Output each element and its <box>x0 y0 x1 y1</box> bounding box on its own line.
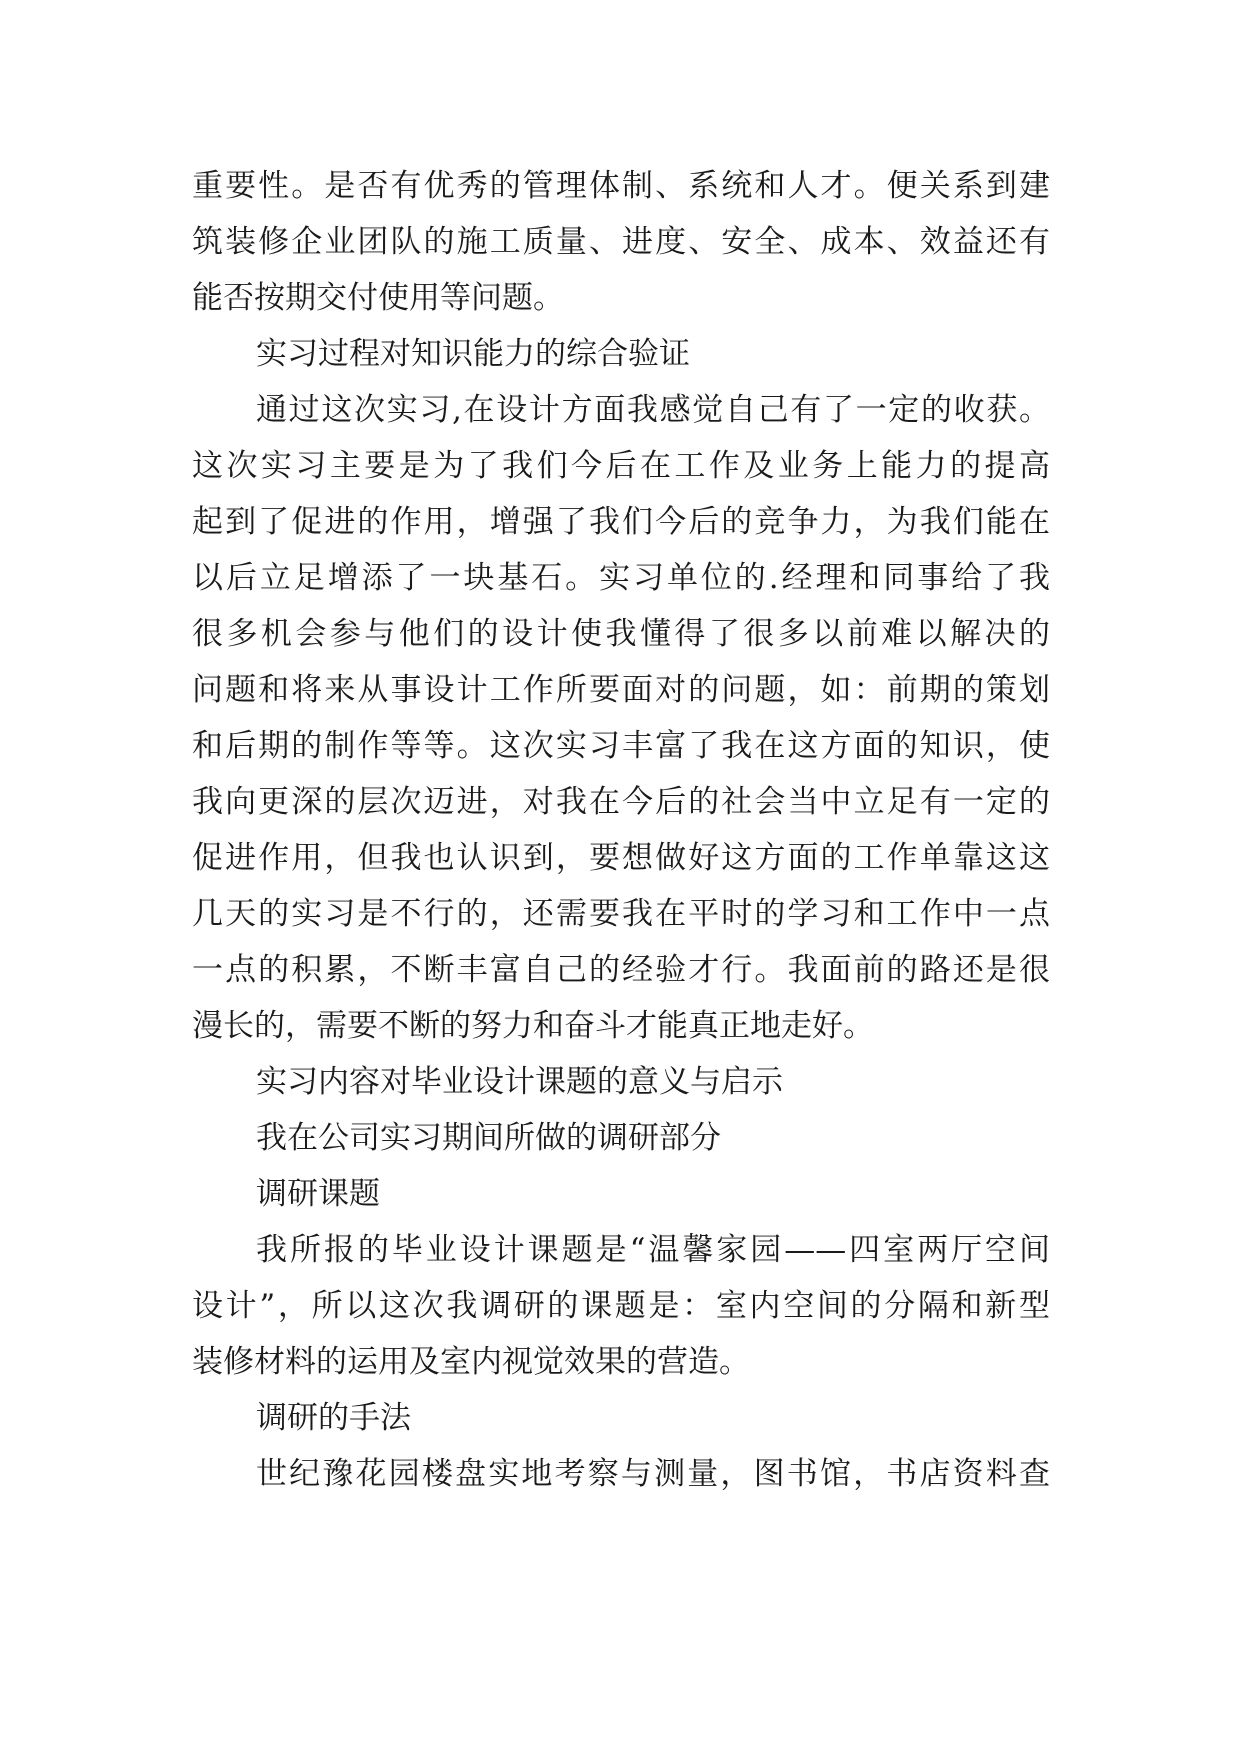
text-line: 很多机会参与他们的设计使我懂得了很多以前难以解决的 <box>192 616 1050 652</box>
section-heading: 我在公司实习期间所做的调研部分 <box>256 1120 721 1156</box>
text-line: 筑装修企业团队的施工质量、进度、安全、成本、效益还有 <box>192 224 1050 260</box>
text-line: 装修材料的运用及室内视觉效果的营造。 <box>192 1344 750 1380</box>
section-heading: 调研的手法 <box>256 1400 411 1436</box>
text-line: 设计”，所以这次我调研的课题是：室内空间的分隔和新型 <box>192 1288 1050 1324</box>
text-line: 几天的实习是不行的，还需要我在平时的学习和工作中一点 <box>192 896 1050 932</box>
section-heading: 实习过程对知识能力的综合验证 <box>256 336 690 372</box>
text-line: 重要性。是否有优秀的管理体制、系统和人才。便关系到建 <box>192 168 1050 204</box>
text-line: 通过这次实习,在设计方面我感觉自己有了一定的收获。 <box>256 392 1050 428</box>
section-heading: 调研课题 <box>256 1176 380 1212</box>
text-line: 和后期的制作等等。这次实习丰富了我在这方面的知识，使 <box>192 728 1050 764</box>
text-line: 漫长的，需要不断的努力和奋斗才能真正地走好。 <box>192 1008 874 1044</box>
text-line: 以后立足增添了一块基石。实习单位的.经理和同事给了我 <box>192 560 1050 596</box>
document-page <box>192 158 1050 1502</box>
text-line: 世纪豫花园楼盘实地考察与测量，图书馆，书店资料查 <box>256 1456 1050 1492</box>
text-line: 问题和将来从事设计工作所要面对的问题，如：前期的策划 <box>192 672 1050 708</box>
text-line: 一点的积累，不断丰富自己的经验才行。我面前的路还是很 <box>192 952 1050 988</box>
section-heading: 实习内容对毕业设计课题的意义与启示 <box>256 1064 783 1100</box>
text-line: 能否按期交付使用等问题。 <box>192 280 564 316</box>
text-line: 我向更深的层次迈进，对我在今后的社会当中立足有一定的 <box>192 784 1050 820</box>
text-line: 这次实习主要是为了我们今后在工作及业务上能力的提高 <box>192 448 1050 484</box>
text-line: 我所报的毕业设计课题是“温馨家园——四室两厅空间 <box>256 1232 1050 1268</box>
text-line: 起到了促进的作用，增强了我们今后的竞争力，为我们能在 <box>192 504 1050 540</box>
text-line: 促进作用，但我也认识到，要想做好这方面的工作单靠这这 <box>192 840 1050 876</box>
